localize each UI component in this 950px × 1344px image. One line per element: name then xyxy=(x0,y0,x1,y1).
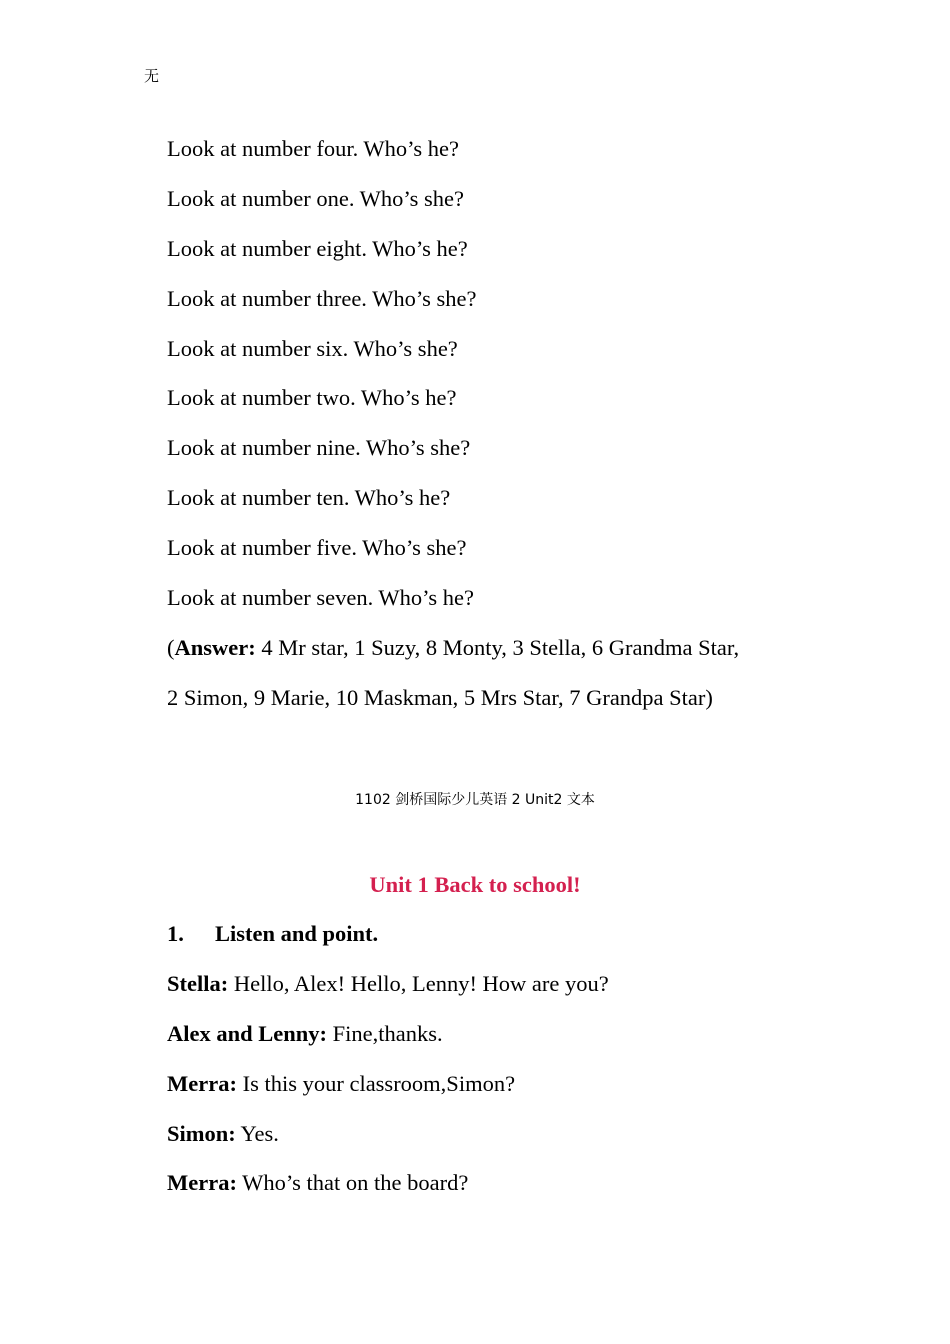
dialogue-text: Hello, Alex! Hello, Lenny! How are you? xyxy=(228,970,609,996)
answer-line-2: 2 Simon, 9 Marie, 10 Maskman, 5 Mrs Star, 7 Grandpa Star) xyxy=(167,684,713,710)
question-line: Look at number ten. Who’s he? xyxy=(167,485,451,511)
answer-label: Answer: xyxy=(174,634,256,660)
answer-line-1 xyxy=(167,623,867,673)
answer-open-paren: ( xyxy=(167,634,175,660)
dialogue-text: Fine,thanks. xyxy=(327,1020,443,1046)
question-line: Look at number six. Who’s she? xyxy=(167,335,458,361)
speaker-name: Merra: xyxy=(167,1170,237,1196)
question-line: Look at number three. Who’s she? xyxy=(167,285,477,311)
question-line: Look at number two. Who’s he? xyxy=(167,385,457,411)
question-line: Look at number nine. Who’s she? xyxy=(167,435,471,461)
dialogue-line xyxy=(167,1009,867,1059)
question-line: Look at number seven. Who’s he? xyxy=(167,585,475,611)
question-list xyxy=(167,124,867,723)
speaker-name: Merra: xyxy=(167,1070,237,1096)
speaker-name: Alex and Lenny: xyxy=(167,1020,328,1046)
answer-text: 4 Mr star, 1 Suzy, 8 Monty, 3 Stella, 6 Grandma Star, xyxy=(255,634,740,660)
speaker-name: Simon: xyxy=(167,1120,236,1146)
dialogue-line xyxy=(167,1059,867,1109)
dialogue-text: Yes. xyxy=(235,1120,279,1146)
question-line: Look at number eight. Who’s he? xyxy=(167,235,468,261)
dialogue-text: Who’s that on the board? xyxy=(236,1170,469,1196)
dialogue-line xyxy=(167,959,867,1009)
section-title: Listen and point. xyxy=(215,921,379,946)
dialogue-text: Is this your classroom,Simon? xyxy=(236,1070,516,1096)
dialogue-line xyxy=(167,1158,867,1208)
section-heading xyxy=(167,909,867,959)
dialogue-section xyxy=(167,909,867,1208)
speaker-name: Stella: xyxy=(167,970,229,996)
unit-title: Unit 1 Back to school! xyxy=(369,872,581,897)
page-footer: 1102 剑桥国际少儿英语 2 Unit2 文本 xyxy=(355,792,595,808)
dialogue-line xyxy=(167,1109,867,1159)
question-line: Look at number four. Who’s he? xyxy=(167,136,460,161)
corner-mark: 无 xyxy=(144,67,160,85)
question-line: Look at number one. Who’s she? xyxy=(167,185,465,211)
question-line: Look at number five. Who’s she? xyxy=(167,535,467,561)
section-number: 1. xyxy=(167,921,184,946)
